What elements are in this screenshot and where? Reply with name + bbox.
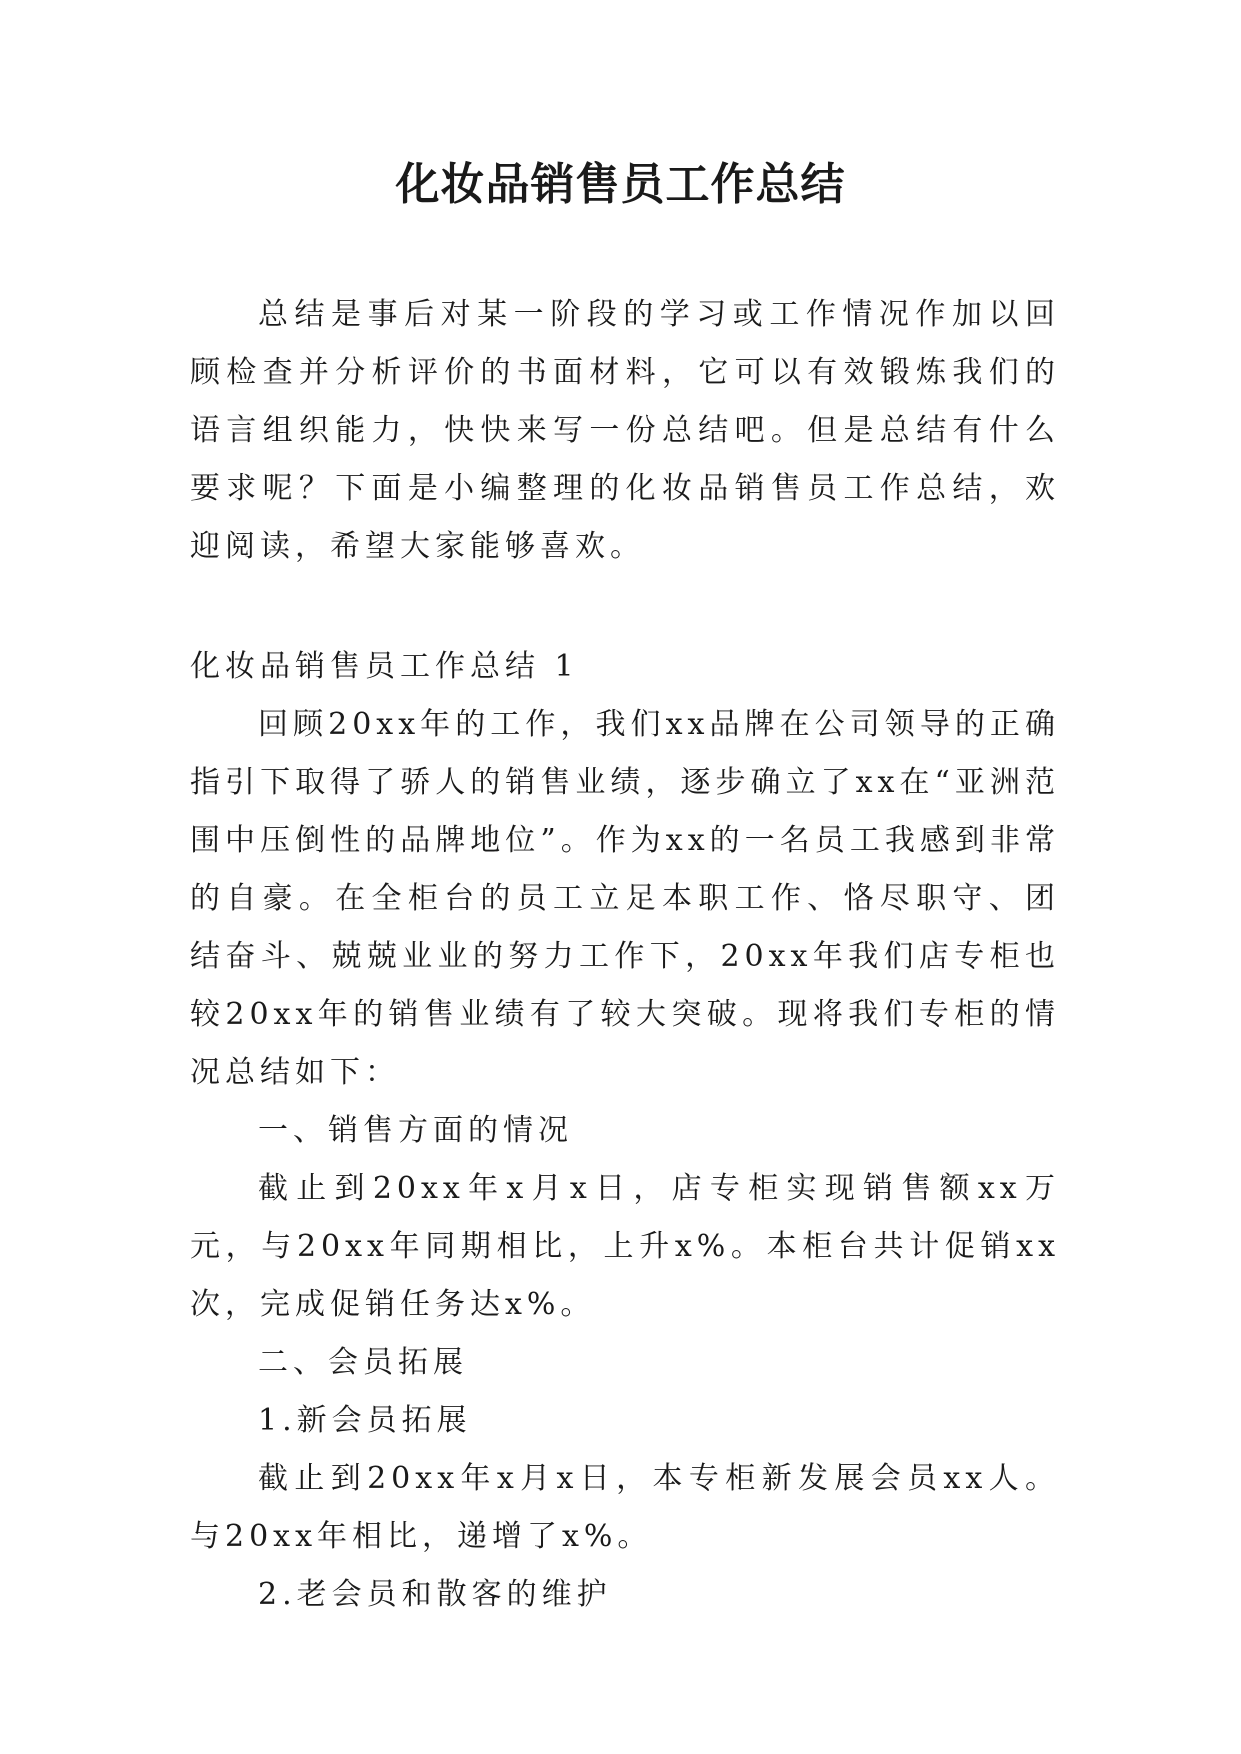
document-title: 化妆品销售员工作总结 xyxy=(395,159,846,210)
paragraph-review: 回顾20xx年的工作，我们xx品牌在公司领导的正确指引下取得了骄人的销售业绩，逐步确立了xx在“亚洲范围中压倒性的品牌地位”。作为xx的一名员工我感到非常的自豪。在全柜台的员工立足本职工作、恪尽职守、团结奋斗、兢兢业业的努力工作下，20xx年我们店专柜也较20xx年的销售业绩有了较大突破。现将我们专柜的情况总结如下： xyxy=(190,707,1060,1090)
section-heading: 化妆品销售员工作总结 1 xyxy=(190,649,579,684)
intro-block xyxy=(190,286,1060,576)
paragraph-sales: 截止到20xx年x月x日，店专柜实现销售额xx万元，与20xx年同期相比，上升x%。本柜台共计促销xx次，完成促销任务达x%。 xyxy=(190,1171,1060,1322)
section-block xyxy=(190,638,1060,1624)
heading-old-members: 2.老会员和散客的维护 xyxy=(258,1577,612,1612)
heading-new-members: 1.新会员拓展 xyxy=(258,1403,472,1438)
intro-paragraph: 总结是事后对某一阶段的学习或工作情况作加以回顾检查并分析评价的书面材料，它可以有效锻炼我们的语言组织能力，快快来写一份总结吧。但是总结有什么要求呢？下面是小编整理的化妆品销售员工作总结，欢迎阅读，希望大家能够喜欢。 xyxy=(190,297,1060,564)
heading-members: 二、会员拓展 xyxy=(258,1345,468,1380)
paragraph-new-members: 截止到20xx年x月x日，本专柜新发展会员xx人。与20xx年相比，递增了x%。 xyxy=(190,1461,1060,1554)
heading-sales: 一、销售方面的情况 xyxy=(258,1113,573,1148)
